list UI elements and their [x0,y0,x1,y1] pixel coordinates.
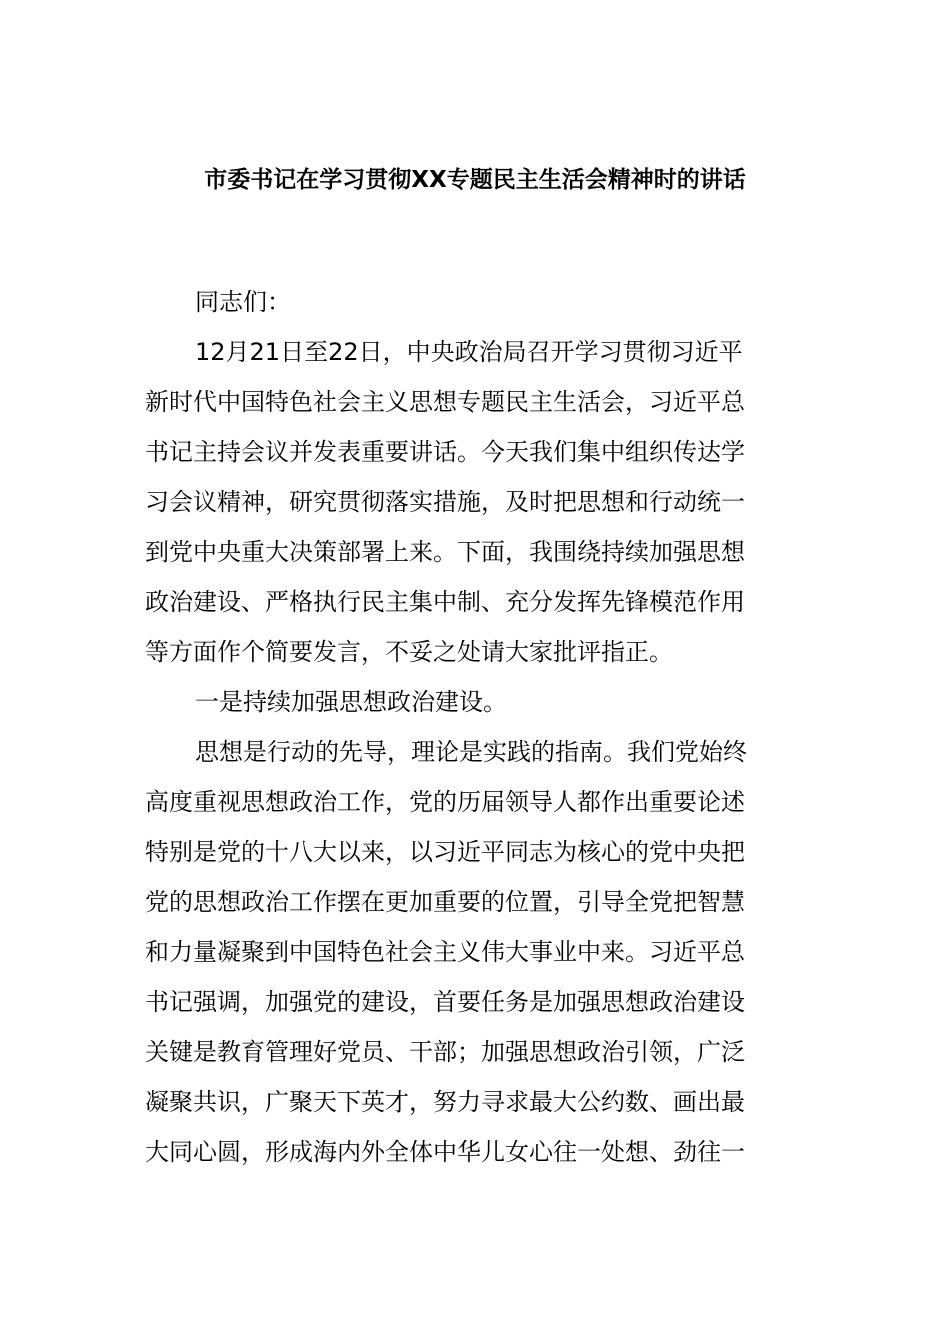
text-line: 凝聚共识，广聚天下英才，努力寻求最大公约数、画出最 [145,1088,745,1116]
text-line: 思想是行动的先导，理论是实践的指南。我们党始终 [195,738,747,766]
document-title: 市委书记在学习贯彻XX专题民主生活会精神时的讲话 [204,167,746,193]
text-line: 新时代中国特色社会主义思想专题民主生活会，习近平总 [145,388,745,416]
text-line: 特别是党的十八大以来，以习近平同志为核心的党中央把 [145,838,745,866]
text-line: 党的思想政治工作摆在更加重要的位置，引导全党把智慧 [145,888,745,916]
section-heading: 一是持续加强思想政治建设。 [195,688,507,716]
document-body [145,277,807,1177]
text-line: 书记主持会议并发表重要讲话。今天我们集中组织传达学 [145,438,745,466]
text-line: 12月21日至22日，中央政治局召开学习贯彻习近平 [195,338,743,366]
text-line: 到党中央重大决策部署上来。下面，我围绕持续加强思想 [145,538,745,566]
paragraph-salutation [145,277,807,327]
text-line: 书记强调，加强党的建设，首要任务是加强思想政治建设 [145,988,745,1016]
text-line: 同志们： [195,288,291,316]
text-line: 和力量凝聚到中国特色社会主义伟大事业中来。习近平总 [145,938,745,966]
text-line: 高度重视思想政治工作，党的历届领导人都作出重要论述 [145,788,745,816]
text-line: 习会议精神，研究贯彻落实措施，及时把思想和行动统一 [145,488,745,516]
text-line: 大同心圆，形成海内外全体中华儿女心往一处想、劲往一 [145,1138,745,1166]
text-line: 等方面作个简要发言，不妥之处请大家批评指正。 [145,638,673,666]
text-line: 政治建设、严格执行民主集中制、充分发挥先锋模范作用 [145,588,745,616]
paragraph-body [145,727,807,1177]
text-line: 关键是教育管理好党员、干部；加强思想政治引领，广泛 [145,1038,745,1066]
paragraph-section-heading [145,677,807,727]
paragraph-intro [145,327,807,677]
